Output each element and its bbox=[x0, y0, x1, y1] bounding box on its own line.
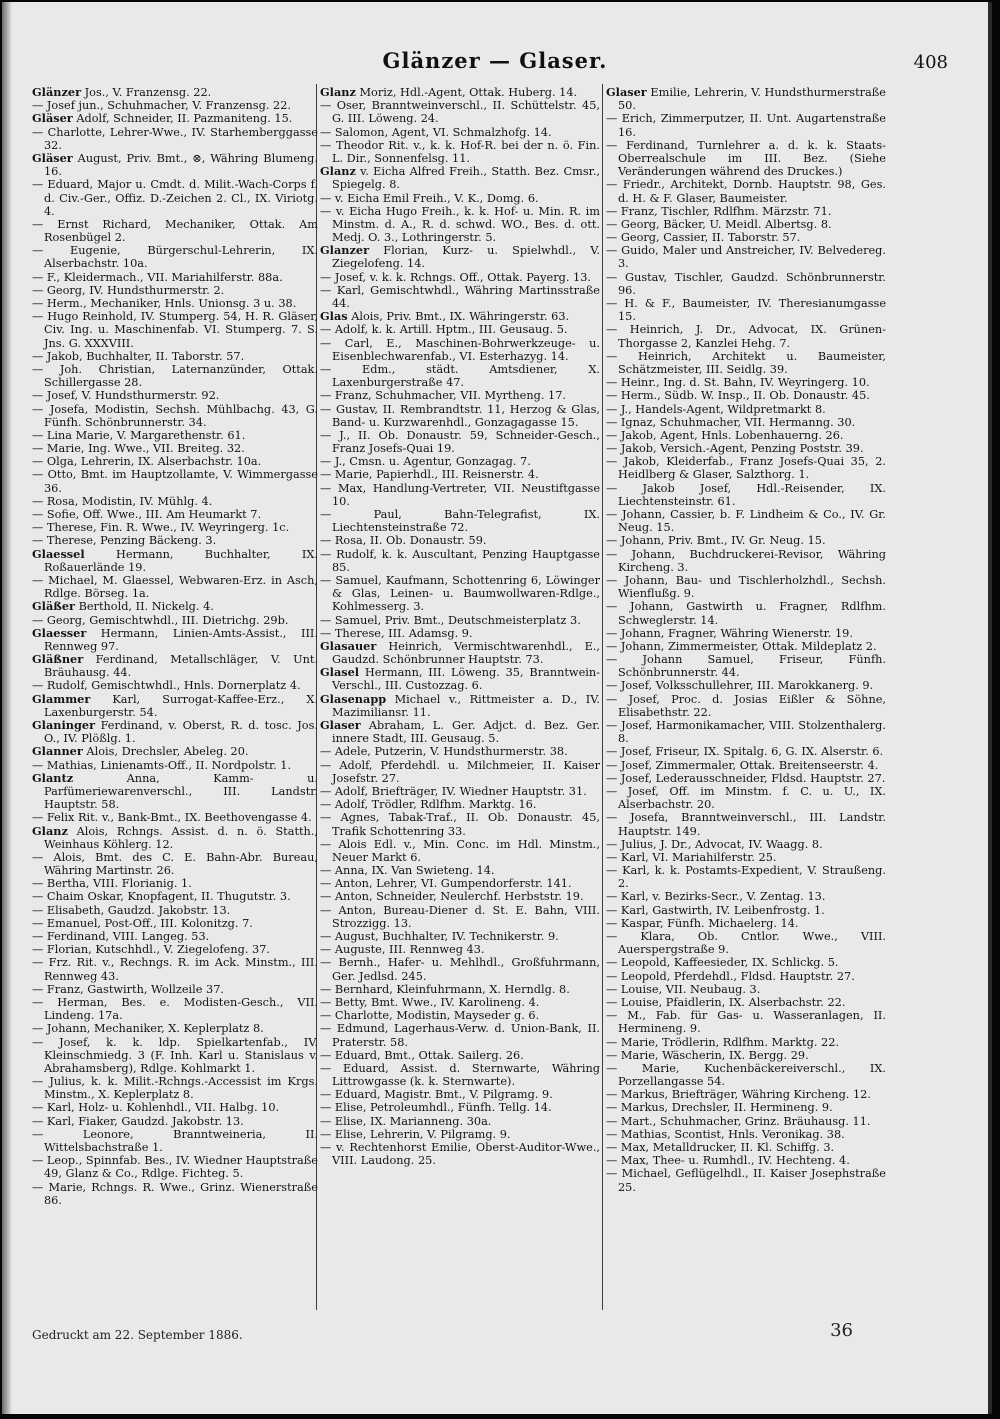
directory-entry: — M., Fab. für Gas- u. Wasseranlagen, II. Hermineng. 9. bbox=[606, 1009, 886, 1036]
entry-surname: Glaesser bbox=[32, 625, 87, 640]
directory-entry: — Johann Samuel, Friseur, Fünfh. Schönbrunnerstr. 44. bbox=[606, 653, 886, 680]
directory-entry: Glasel Hermann, III. Löweng. 35, Branntwein-Verschl., III. Custozzag. 6. bbox=[320, 665, 600, 693]
entry-surname: Glantz bbox=[32, 770, 74, 785]
directory-entry: — Anton, Bureau-Diener d. St. E. Bahn, VIII. Strozzigg. 13. bbox=[320, 903, 600, 930]
directory-entry: — Anna, IX. Van Swieteng. 14. bbox=[320, 864, 495, 878]
directory-entry: — Marie, Ing. Wwe., VII. Breiteg. 32. bbox=[32, 442, 245, 456]
directory-entry: — Ernst Richard, Mechaniker, Ottak. Am Rosenbügel 2. bbox=[32, 217, 318, 245]
directory-entry: — Marie, Papierhdl., III. Reisnerstr. 4. bbox=[320, 468, 539, 482]
entry-surname: Gläßer bbox=[32, 599, 75, 614]
directory-entry: — Betty, Bmt. Wwe., IV. Karolineng. 4. bbox=[320, 995, 540, 1009]
directory-entry: Glaser Abraham, L. Ger. Adjct. d. Bez. Ger. innere Stadt, III. Geusaug. 5. bbox=[320, 718, 600, 746]
directory-entry: — Elisabeth, Gaudzd. Jakobstr. 13. bbox=[32, 903, 231, 917]
directory-entry: — Oser, Branntweinverschl., II. Schüttelstr. 45, G. III. Löweng. 24. bbox=[320, 99, 600, 126]
entry-surname: Glanz bbox=[320, 86, 356, 99]
directory-entry: — Johann, Zimmermeister, Ottak. Mildeplatz 2. bbox=[606, 639, 877, 653]
directory-entry: — Adele, Putzerin, V. Hundsthurmerstr. 38. bbox=[320, 745, 568, 759]
directory-entry: — Leopold, Kaffeesieder, IX. Schlickg. 5. bbox=[606, 956, 839, 970]
entry-surname: Glanner bbox=[32, 744, 83, 759]
directory-entry: — Therese, III. Adamsg. 9. bbox=[320, 626, 473, 640]
directory-entry: — Kaspar, Fünfh. Michaelerg. 14. bbox=[606, 916, 799, 930]
directory-entry: — Josef, k. k. ldp. Spielkartenfab., IV. Kleinschmiedg. 3 (F. Inh. Karl u. Stanislaus v. Abrahamsberg), Rdlge. Kohlmarkt 1. bbox=[32, 1035, 318, 1075]
entry-surname: Glaser bbox=[320, 718, 361, 732]
directory-entry: — Johann, Cassier, b. F. Lindheim & Co., IV. Gr. Neug. 15. bbox=[606, 508, 886, 535]
directory-entry: — Julius, k. k. Milit.-Rchngs.-Accessist im Krgs. Minstm., X. Keplerplatz 8. bbox=[32, 1075, 318, 1102]
directory-entry: — Karl, Gastwirth, IV. Leibenfrostg. 1. bbox=[606, 903, 825, 917]
directory-entry: — H. & F., Baumeister, IV. Theresianumgasse 15. bbox=[606, 297, 886, 324]
directory-entry: — Mathias, Linienamts-Off., II. Nordpolstr. 1. bbox=[32, 758, 292, 772]
directory-entry: Glantz Anna, Kamm- u. Parfümeriewarenverschl., III. Landstr. Hauptstr. 58. bbox=[32, 770, 318, 812]
directory-entry: — Josef, Friseur, IX. Spitalg. 6, G. IX. Alserstr. 6. bbox=[606, 745, 884, 759]
directory-entry: Glammer Karl, Surrogat-Kaffee-Erz., X. Laxenburgerstr. 54. bbox=[32, 691, 318, 719]
directory-entry: — Eugenie, Bürgerschul-Lehrerin, IX. Alserbachstr. 10a. bbox=[32, 244, 318, 271]
directory-entry: — Anton, Schneider, Neulerchf. Herbststr. 19. bbox=[320, 890, 584, 904]
directory-entry: — Erich, Zimmerputzer, II. Unt. Augartenstraße 16. bbox=[606, 112, 886, 139]
entry-surname: Glanz bbox=[32, 823, 68, 838]
directory-entry: Gläser Adolf, Schneider, II. Pazmaniteng. 15. bbox=[32, 111, 293, 126]
directory-entry: — Ferdinand, Turnlehrer a. d. k. k. Staats-Oberrealschule im III. Bez. (Siehe Veränderungen während des Druckes.) bbox=[606, 138, 886, 179]
directory-entry: Glanzer Florian, Kurz- u. Spielwhdl., V. Ziegelofeng. 14. bbox=[320, 243, 600, 271]
directory-entry: — Mathias, Scontist, Hnls. Veronikag. 38. bbox=[606, 1127, 845, 1141]
directory-entry: — Emanuel, Post-Off., III. Kolonitzg. 7. bbox=[32, 916, 253, 930]
directory-entry: — Auguste, III. Rennweg 43. bbox=[320, 943, 485, 957]
entry-surname: Glaninger bbox=[32, 718, 96, 732]
directory-entry: — J., Handels-Agent, Wildpretmarkt 8. bbox=[606, 402, 826, 416]
directory-entry: — Markus, Drechsler, II. Hermineng. 9. bbox=[606, 1101, 833, 1115]
directory-entry: — Gustav, Tischler, Gaudzd. Schönbrunnerstr. 96. bbox=[606, 270, 886, 297]
directory-entry: Gläßner Ferdinand, Metallschläger, V. Unt. Bräuhausg. 44. bbox=[32, 652, 318, 680]
directory-entry: — Rudolf, Gemischtwhdl., Hnls. Dornerplatz 4. bbox=[32, 679, 301, 693]
directory-entry: — Karl, Fiaker, Gaudzd. Jakobstr. 13. bbox=[32, 1114, 244, 1128]
directory-entry: — Elise, IX. Marianneng. 30a. bbox=[320, 1114, 492, 1128]
directory-entry: — Marie, Kuchenbäckereiverschl., IX. Porzellangasse 54. bbox=[606, 1061, 886, 1089]
directory-entry: — Therese, Penzing Bäckeng. 3. bbox=[32, 534, 217, 548]
directory-entry: — Johann, Bau- und Tischlerholzhdl., Sechsh. Wienflußg. 9. bbox=[606, 573, 886, 601]
directory-entry: — Herm., Mechaniker, Hnls. Unionsg. 3 u. 38. bbox=[32, 297, 297, 310]
entry-surname: Glaessel bbox=[32, 546, 85, 561]
directory-entry: Glanz Alois, Rchngs. Assist. d. n. ö. Statth., Weinhaus Köhlerg. 12. bbox=[32, 823, 318, 851]
directory-entry: — Louise, Pfaidlerin, IX. Alserbachstr. 22. bbox=[606, 995, 846, 1009]
directory-entry: — J., II. Ob. Donaustr. 59, Schneider-Gesch., Franz Josefs-Quai 19. bbox=[320, 428, 600, 456]
directory-entry: — Eduard, Major u. Cmdt. d. Milit.-Wach-Corps f. d. Civ.-Ger., Offiz. D.-Zeichen 2. Cl., IX. Viriotg. 4. bbox=[32, 178, 318, 218]
directory-entry: — Louise, VII. Neubaug. 3. bbox=[606, 982, 761, 996]
directory-entry: — Georg, Bäcker, U. Meidl. Albertsg. 8. bbox=[606, 217, 832, 231]
directory-entry: — Johann, Priv. Bmt., IV. Gr. Neug. 15. bbox=[606, 534, 826, 548]
directory-entry: Glaser Emilie, Lehrerin, V. Hundsthurmerstraße 50. bbox=[606, 86, 886, 113]
entry-surname: Glas bbox=[320, 309, 348, 324]
directory-entry: — Josefa, Branntweinverschl., III. Landstr. Hauptstr. 149. bbox=[606, 811, 886, 838]
directory-entry: — Hugo Reinhold, IV. Stumperg. 54, H. R. Gläser, Civ. Ing. u. Maschinenfab. VI. Stumperg. 7. S. Jns. G. XXXVIII. bbox=[32, 310, 318, 350]
directory-entry: Gläser August, Priv. Bmt., ⊗, Währing Blumeng. 16. bbox=[32, 150, 318, 179]
column-rule-2 bbox=[602, 84, 603, 1310]
directory-entry: Glasauer Heinrich, Vermischtwarenhdl., E., Gaudzd. Schönbrunner Hauptstr. 73. bbox=[320, 638, 600, 667]
directory-entry: — Adolf, Trödler, Rdlfhm. Marktg. 16. bbox=[320, 798, 537, 812]
directory-entry: — Guido, Maler und Anstreicher, IV. Belvedereg. 3. bbox=[606, 244, 886, 271]
directory-entry: — Bertha, VIII. Florianig. 1. bbox=[32, 877, 192, 891]
directory-entry: — Johann, Mechaniker, X. Keplerplatz 8. bbox=[32, 1022, 264, 1036]
directory-entry: — Leonore, Branntweineria, II. Wittelsbachstraße 1. bbox=[32, 1127, 318, 1154]
directory-entry: — Josef, V. Hundsthurmerstr. 92. bbox=[32, 389, 220, 403]
directory-entry: — Marie, Trödlerin, Rdlfhm. Marktg. 22. bbox=[606, 1035, 839, 1049]
entry-surname: Glaser bbox=[606, 86, 647, 99]
column-1 bbox=[32, 86, 318, 1308]
directory-entry: — Sofie, Off. Wwe., III. Am Heumarkt 7. bbox=[32, 508, 262, 521]
directory-entry: — Gustav, II. Rembrandtstr. 11, Herzog & Glas, Band- u. Kurzwarenhdl., Gonzagagasse 15. bbox=[320, 402, 600, 429]
directory-entry: Glaesser Hermann, Linien-Amts-Assist., III. Rennweg 97. bbox=[32, 625, 318, 653]
directory-entry: — Karl, k. k. Postamts-Expedient, V. Straußeng. 2. bbox=[606, 864, 886, 891]
directory-entry: — Bernhard, Kleinfuhrmann, X. Herndlg. 8. bbox=[320, 982, 570, 996]
directory-entry: — Ignaz, Schuhmacher, VII. Hermanng. 30. bbox=[606, 415, 856, 429]
directory-entry: — Jakob, Buchhalter, II. Taborstr. 57. bbox=[32, 349, 245, 363]
directory-entry: — Josef, Proc. d. Josias Eißler & Söhne, Elisabethstr. 22. bbox=[606, 692, 886, 719]
directory-entry: — Jakob, Agent, Hnls. Lobenhauerng. 26. bbox=[606, 428, 844, 442]
directory-entry: — Frz. Rit. v., Rechngs. R. im Ack. Minstm., III. Rennweg 43. bbox=[32, 956, 318, 983]
directory-entry: — Georg, IV. Hundsthurmerstr. 2. bbox=[32, 283, 225, 297]
directory-entry: — Paul, Bahn-Telegrafist, IX. Liechtensteinstraße 72. bbox=[320, 508, 600, 535]
directory-entry: — Karl, Gemischtwhdl., Währing Martinsstraße 44. bbox=[320, 283, 600, 310]
directory-entry: — Therese, Fin. R. Wwe., IV. Weyringerg. 1c. bbox=[32, 521, 290, 535]
directory-entry: — Felix Rit. v., Bank-Bmt., IX. Beethovengasse 4. bbox=[32, 811, 312, 825]
directory-entry: Glanz Moriz, Hdl.-Agent, Ottak. Huberg. 14. bbox=[320, 86, 578, 99]
page-title: Glänzer — Glaser. bbox=[382, 48, 608, 73]
entry-surname: Gläser bbox=[32, 150, 73, 165]
page-number: 408 bbox=[913, 52, 948, 73]
directory-entry: — Josef, Off. im Minstm. f. C. u. U., IX. Alserbachstr. 20. bbox=[606, 784, 886, 812]
directory-entry: — Max, Metalldrucker, II. Kl. Schiffg. 3. bbox=[606, 1141, 835, 1154]
directory-entry: — Julius, J. Dr., Advocat, IV. Waagg. 8. bbox=[606, 837, 823, 851]
directory-entry: — Josef, v. k. k. Rchngs. Off., Ottak. Payerg. 13. bbox=[320, 270, 591, 284]
directory-entry: — August, Buchhalter, IV. Technikerstr. 9. bbox=[320, 930, 559, 943]
directory-entry: — Salomon, Agent, VI. Schmalzhofg. 14. bbox=[320, 125, 552, 139]
directory-entry: Glänzer Jos., V. Franzensg. 22. bbox=[32, 86, 212, 99]
directory-entry: — v. Eicha Hugo Freih., k. k. Hof- u. Min. R. im Minstm. d. A., R. d. schwd. WO., Bes. d. ott. Medj. O. 3., Lothringerstr. 5. bbox=[320, 204, 600, 245]
directory-entry: — Jakob, Kleiderfab., Franz Josefs-Quai 35, 2. Heidlberg & Glaser, Salzthorg. 1. bbox=[606, 455, 886, 482]
directory-entry: — Georg, Gemischtwhdl., III. Dietrichg. 29b. bbox=[32, 613, 289, 627]
directory-page bbox=[2, 2, 992, 1414]
directory-entry: Glanz v. Eicha Alfred Freih., Statth. Bez. Cmsr., Spiegelg. 8. bbox=[320, 164, 600, 192]
directory-entry: — Karl, VI. Mariahilferstr. 25. bbox=[606, 850, 777, 864]
directory-entry: — Charlotte, Modistin, Mayseder g. 6. bbox=[320, 1009, 540, 1023]
directory-entry: — Herm., Südb. W. Insp., II. Ob. Donaustr. 45. bbox=[606, 389, 870, 403]
directory-entry: — Chaim Oskar, Knopfagent, II. Thugutstr. 3. bbox=[32, 890, 291, 904]
directory-entry: Glasenapp Michael v., Rittmeister a. D., IV. Mazimiliansr. 11. bbox=[320, 691, 600, 719]
directory-entry: — Agnes, Tabak-Traf., II. Ob. Donaustr. 45, Trafik Schottenring 33. bbox=[320, 811, 600, 838]
directory-entry: — Max, Thee- u. Rumhdl., IV. Hechteng. 4. bbox=[606, 1154, 850, 1168]
directory-entry: — Adolf, Pferdehdl. u. Milchmeier, II. Kaiser Josefstr. 27. bbox=[320, 758, 600, 785]
entry-surname: Gläßner bbox=[32, 652, 84, 667]
directory-entry: — v. Eicha Emil Freih., V. K., Domg. 6. bbox=[320, 191, 539, 205]
directory-entry: — Markus, Briefträger, Währing Kircheng. 12. bbox=[606, 1088, 871, 1102]
directory-entry: — Eduard, Assist. d. Sternwarte, Währing Littrowgasse (k. k. Sternwarte). bbox=[320, 1061, 600, 1089]
directory-entry: — Samuel, Priv. Bmt., Deutschmeisterplatz 3. bbox=[320, 613, 581, 627]
directory-entry: — Otto, Bmt. im Hauptzollamte, V. Wimmergasse 36. bbox=[32, 468, 318, 495]
directory-entry: — Franz, Tischler, Rdlfhm. Märzstr. 71. bbox=[606, 204, 832, 218]
directory-entry: — Josef, Volksschullehrer, III. Marokkanerg. 9. bbox=[606, 679, 874, 693]
directory-entry: — Josefa, Modistin, Sechsh. Mühlbachg. 43, G. Fünfh. Schönbrunnerstr. 34. bbox=[32, 402, 318, 429]
directory-entry: — Franz, Schuhmacher, VII. Myrtheng. 17. bbox=[320, 389, 567, 403]
directory-entry: — Heinr., Ing. d. St. Bahn, IV. Weyringerg. 10. bbox=[606, 376, 870, 390]
directory-entry: — Rosa, Modistin, IV. Mühlg. 4. bbox=[32, 494, 213, 508]
directory-entry: — Ferdinand, VIII. Langeg. 53. bbox=[32, 930, 210, 943]
directory-entry: — Anton, Lehrer, VI. Gumpendorferstr. 141. bbox=[320, 877, 572, 891]
print-date-note: Gedruckt am 22. September 1886. bbox=[32, 1328, 243, 1342]
directory-entry: — Rosa, II. Ob. Donaustr. 59. bbox=[320, 534, 487, 548]
entry-surname: Glasauer bbox=[320, 638, 377, 653]
directory-entry: — Samuel, Kaufmann, Schottenring 6, Löwinger & Glas, Leinen- u. Baumwollwaren-Rdlge., Kohlmesserg. 3. bbox=[320, 573, 600, 614]
entry-surname: Glasenapp bbox=[320, 691, 387, 706]
directory-entry: — Elise, Lehrerin, V. Pilgramg. 9. bbox=[320, 1127, 511, 1141]
directory-entry: — Lina Marie, V. Margarethenstr. 61. bbox=[32, 428, 246, 442]
directory-entry: — Leop., Spinnfab. Bes., IV. Wiedner Hauptstraße 49, Glanz & Co., Rdlge. Fichteg. 5. bbox=[32, 1154, 318, 1181]
directory-entry: — Johann, Fragner, Währing Wienerstr. 19. bbox=[606, 626, 853, 640]
directory-entry: — Olga, Lehrerin, IX. Alserbachstr. 10a. bbox=[32, 455, 262, 469]
directory-entry: — Heinrich, J. Dr., Advocat, IX. Grünen-Thorgasse 2, Kanzlei Hehg. 7. bbox=[606, 323, 886, 350]
entry-surname: Glasel bbox=[320, 665, 360, 680]
directory-entry: — Marie, Wäscherin, IX. Bergg. 29. bbox=[606, 1048, 809, 1062]
directory-entry: — Leopold, Pferdehdl., Fldsd. Hauptstr. 27. bbox=[606, 969, 855, 983]
directory-entry: — Karl, v. Bezirks-Secr., V. Zentag. 13. bbox=[606, 890, 826, 904]
directory-entry: — Adolf, Briefträger, IV. Wiedner Hauptstr. 31. bbox=[320, 784, 587, 798]
directory-entry: — v. Rechtenhorst Emilie, Oberst-Auditor-Wwe., VIII. Laudong. 25. bbox=[320, 1141, 600, 1168]
directory-entry: — Franz, Gastwirth, Wollzeile 37. bbox=[32, 982, 225, 996]
directory-entry: — Herman, Bes. e. Modisten-Gesch., VII. Lindeng. 17a. bbox=[32, 995, 318, 1023]
directory-entry: Glaessel Hermann, Buchhalter, IX. Roßauerlände 19. bbox=[32, 546, 318, 574]
directory-entry: — Joh. Christian, Laternanzünder, Ottak. Schillergasse 28. bbox=[32, 362, 318, 390]
directory-entry: — Josef, Lederausschneider, Fldsd. Hauptstr. 27. bbox=[606, 771, 886, 785]
directory-entry: — Theodor Rit. v., k. k. Hof-R. bei der n. ö. Fin. L. Dir., Sonnenfelsg. 11. bbox=[320, 138, 600, 165]
directory-entry: — Edm., städt. Amtsdiener, X. Laxenburgerstraße 47. bbox=[320, 362, 600, 390]
directory-entry: — Florian, Kutschhdl., V. Ziegelofeng. 37. bbox=[32, 943, 271, 957]
directory-entry: — Jakob Josef, Hdl.-Reisender, IX. Liechtensteinstr. 61. bbox=[606, 481, 886, 508]
directory-entry: — Eduard, Bmt., Ottak. Sailerg. 26. bbox=[320, 1048, 524, 1062]
directory-entry: — Josef, Zimmermaler, Ottak. Breitenseerstr. 4. bbox=[606, 758, 879, 772]
page-header bbox=[2, 42, 988, 82]
entry-surname: Glanz bbox=[320, 164, 356, 179]
directory-entry: Glas Alois, Priv. Bmt., IX. Währingerstr. 63. bbox=[320, 309, 570, 324]
directory-entry: — Klara, Ob. Cntlor. Wwe., VIII. Auerspergstraße 9. bbox=[606, 930, 886, 957]
directory-entry: — Georg, Cassier, II. Taborstr. 57. bbox=[606, 231, 801, 245]
directory-entry: — Michael, Geflügelhdl., II. Kaiser Josephstraße 25. bbox=[606, 1167, 886, 1194]
directory-entry: — Jakob, Versich.-Agent, Penzing Poststr. 39. bbox=[606, 442, 864, 456]
directory-entry: — Charlotte, Lehrer-Wwe., IV. Starhemberggasse 32. bbox=[32, 125, 318, 152]
directory-entry: Gläßer Berthold, II. Nickelg. 4. bbox=[32, 599, 214, 614]
directory-entry: — Bernh., Hafer- u. Mehlhdl., Großfuhrmann, Ger. Jedlsd. 245. bbox=[320, 956, 600, 983]
directory-entry: — Elise, Petroleumhdl., Fünfh. Tellg. 14. bbox=[320, 1101, 552, 1115]
directory-entry: — Karl, Holz- u. Kohlenhdl., VII. Halbg. 10. bbox=[32, 1101, 280, 1115]
directory-entry: — Carl, E., Maschinen-Bohrwerkzeuge- u. Eisenblechwarenfab., VI. Esterhazyg. 14. bbox=[320, 336, 600, 363]
directory-entry: Glanner Alois, Drechsler, Abeleg. 20. bbox=[32, 744, 249, 759]
directory-entry: — Johann, Buchdruckerei-Revisor, Währing Kircheng. 3. bbox=[606, 547, 886, 574]
directory-entry: Glaninger Ferdinand, v. Oberst, R. d. tosc. Jos. O., IV. Plößlg. 1. bbox=[32, 718, 318, 746]
directory-entry: — Friedr., Architekt, Dornb. Hauptstr. 98, Ges. d. H. & F. Glaser, Baumeister. bbox=[606, 178, 886, 205]
entry-surname: Glänzer bbox=[32, 86, 82, 99]
directory-entry: — F., Kleidermach., VII. Mariahilferstr. 88a. bbox=[32, 270, 283, 284]
directory-entry: — Adolf, k. k. Artill. Hptm., III. Geusaug. 5. bbox=[320, 323, 568, 337]
directory-entry: — Edmund, Lagerhaus-Verw. d. Union-Bank, II. Praterstr. 58. bbox=[320, 1022, 600, 1049]
directory-entry: — J., Cmsn. u. Agentur, Gonzagag. 7. bbox=[320, 455, 531, 469]
directory-entry: — Michael, M. Glaessel, Webwaren-Erz. in Asch, Rdlge. Börseg. 1a. bbox=[32, 573, 318, 601]
directory-entry: — Alois Edl. v., Min. Conc. im Hdl. Minstm., Neuer Markt 6. bbox=[320, 837, 600, 864]
directory-entry: — Alois, Bmt. des C. E. Bahn-Abr. Bureau, Währing Martinstr. 26. bbox=[32, 850, 318, 878]
directory-entry: — Josef jun., Schuhmacher, V. Franzensg. 22. bbox=[32, 99, 291, 113]
directory-entry: — Heinrich, Architekt u. Baumeister, Schätzmeister, III. Seidlg. 39. bbox=[606, 349, 886, 376]
directory-entry: — Johann, Gastwirth u. Fragner, Rdlfhm. Schweglerstr. 14. bbox=[606, 600, 886, 627]
directory-entry: — Max, Handlung-Vertreter, VII. Neustiftgasse 10. bbox=[320, 481, 600, 508]
column-3 bbox=[606, 86, 886, 1308]
entry-surname: Gläser bbox=[32, 111, 73, 126]
directory-entry: — Marie, Rchngs. R. Wwe., Grinz. Wienerstraße 86. bbox=[32, 1180, 318, 1207]
entry-surname: Glanzer bbox=[320, 243, 370, 258]
directory-entry: — Eduard, Magistr. Bmt., V. Pilgramg. 9. bbox=[320, 1088, 553, 1102]
directory-entry: — Mart., Schuhmacher, Grinz. Bräuhausg. 11. bbox=[606, 1114, 871, 1128]
signature-mark: 36 bbox=[830, 1320, 853, 1341]
entry-surname: Glammer bbox=[32, 691, 91, 706]
column-2 bbox=[320, 86, 600, 1308]
directory-entry: — Josef, Harmonikamacher, VIII. Stolzenthalerg. 8. bbox=[606, 719, 886, 746]
directory-entry: — Rudolf, k. k. Auscultant, Penzing Hauptgasse 85. bbox=[320, 547, 600, 574]
